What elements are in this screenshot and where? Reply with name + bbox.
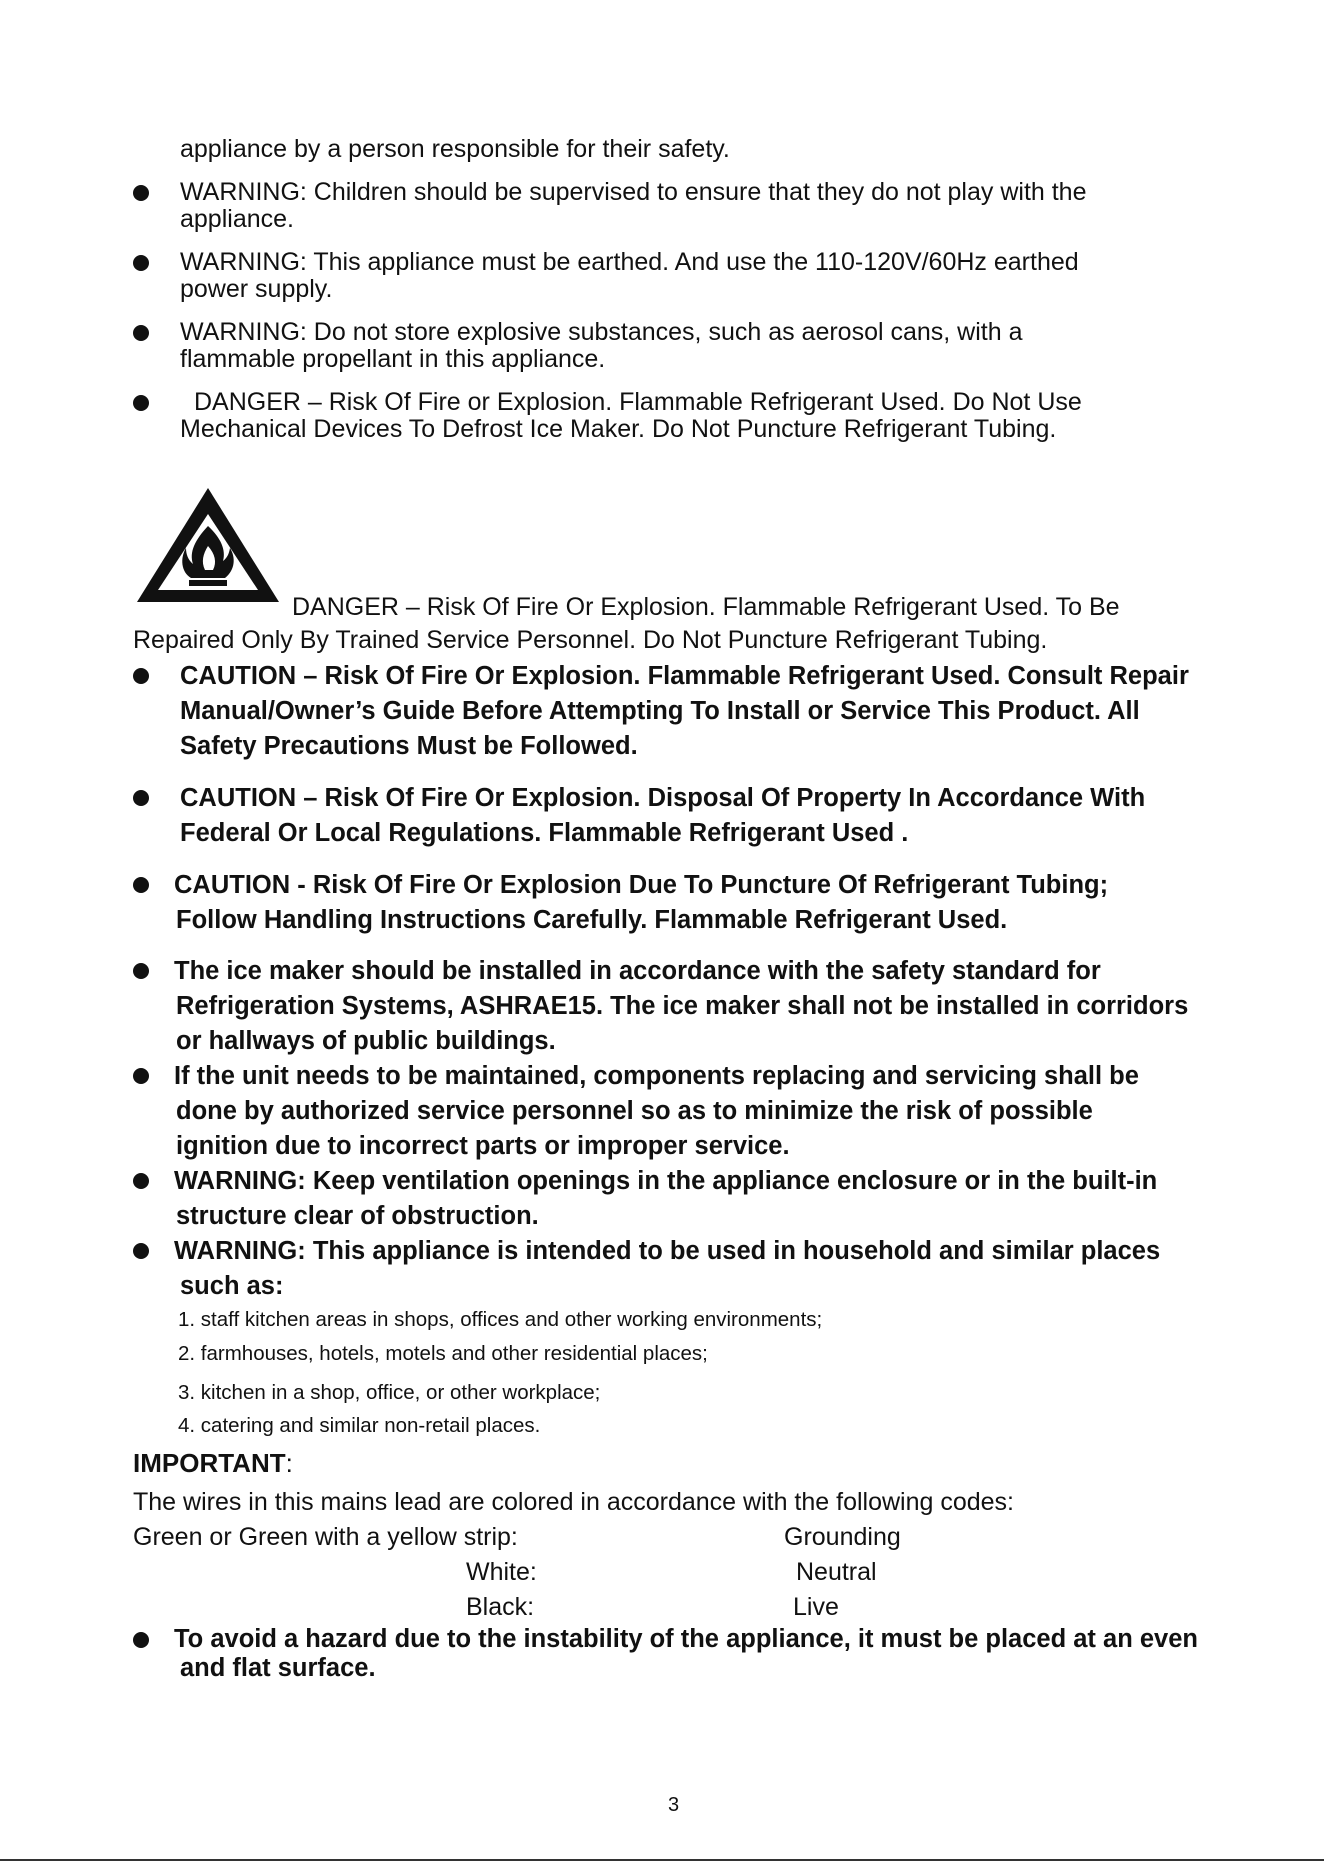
warning-earthed-line1: WARNING: This appliance must be earthed. And use the 110-120V/60Hz earthed [180,248,1079,276]
wire-meaning-black: Live [793,1593,839,1621]
warning-children-line2: appliance. [180,205,294,233]
ashrae-line2: Refrigeration Systems, ASHRAE15. The ice maker shall not be installed in corridors [176,992,1189,1020]
caution-consult-line1: CAUTION – Risk Of Fire Or Explosion. Flammable Refrigerant Used. Consult Repair [180,662,1189,690]
continued-line: appliance by a person responsible for their safety. [180,135,730,163]
ventilation-line2: structure clear of obstruction. [176,1202,539,1230]
places-item-2: 2. farmhouses, hotels, motels and other residential places; [178,1342,708,1365]
bullet-icon [133,1173,149,1189]
danger-defrost-line2: Mechanical Devices To Defrost Ice Maker. Do Not Puncture Refrigerant Tubing. [180,415,1057,443]
wire-color-green: Green or Green with a yellow strip: [133,1523,518,1551]
places-item-4: 4. catering and similar non-retail places. [178,1414,541,1437]
bullet-icon [133,1068,149,1084]
bullet-icon [133,1243,149,1259]
bullet-icon [133,255,149,271]
page-number: 3 [668,1794,680,1816]
flame-danger-line2: Repaired Only By Trained Service Personnel. Do Not Puncture Refrigerant Tubing. [133,626,1048,654]
flame-danger-line1: DANGER – Risk Of Fire Or Explosion. Flammable Refrigerant Used. To Be [292,593,1120,621]
warning-children-line1: WARNING: Children should be supervised to ensure that they do not play with the [180,178,1087,206]
maintain-line3: ignition due to incorrect parts or improper service. [176,1132,790,1160]
bullet-icon [133,395,149,411]
caution-consult-line3: Safety Precautions Must be Followed. [180,732,638,760]
bullet-icon [133,668,149,684]
warning-explosive-line2: flammable propellant in this appliance. [180,345,606,373]
household-line2: such as: [180,1272,284,1300]
bullet-icon [133,790,149,806]
caution-disposal-line1: CAUTION – Risk Of Fire Or Explosion. Disposal Of Property In Accordance With [180,784,1146,812]
important-colon: : [285,1448,293,1478]
bullet-icon [133,1632,149,1648]
caution-puncture-line1: CAUTION - Risk Of Fire Or Explosion Due To Puncture Of Refrigerant Tubing; [174,871,1109,899]
caution-consult-line2: Manual/Owner’s Guide Before Attempting To Install or Service This Product. All [180,697,1140,725]
caution-disposal-line2: Federal Or Local Regulations. Flammable Refrigerant Used . [180,819,909,847]
wire-meaning-white: Neutral [796,1558,877,1586]
bullet-icon [133,185,149,201]
wire-color-black: Black: [466,1593,535,1621]
caution-puncture-line2: Follow Handling Instructions Carefully. Flammable Refrigerant Used. [176,906,1008,934]
ventilation-line1: WARNING: Keep ventilation openings in the appliance enclosure or in the built-in [174,1167,1158,1195]
household-line1: WARNING: This appliance is intended to be used in household and similar places [174,1237,1161,1265]
danger-defrost-line1: DANGER – Risk Of Fire or Explosion. Flammable Refrigerant Used. Do Not Use [194,388,1082,416]
ashrae-line1: The ice maker should be installed in accordance with the safety standard for [174,957,1101,985]
wire-codes-intro: The wires in this mains lead are colored in accordance with the following codes: [133,1488,1015,1516]
places-item-3: 3. kitchen in a shop, office, or other workplace; [178,1381,601,1404]
bottom-edge-divider [0,1859,1324,1861]
wire-meaning-green: Grounding [784,1523,901,1551]
bullet-icon [133,963,149,979]
bullet-icon [133,325,149,341]
ashrae-line3: or hallways of public buildings. [176,1027,556,1055]
maintain-line2: done by authorized service personnel so as to minimize the risk of possible [176,1097,1093,1125]
maintain-line1: If the unit needs to be maintained, components replacing and servicing shall be [174,1062,1139,1090]
stability-line2: and flat surface. [180,1654,376,1682]
bullet-icon [133,877,149,893]
stability-line1: To avoid a hazard due to the instability of the appliance, it must be placed at an even [174,1625,1198,1653]
wire-color-white: White: [466,1558,537,1586]
warning-earthed-line2: power supply. [180,275,333,303]
flammable-warning-icon [133,484,283,606]
places-item-1: 1. staff kitchen areas in shops, offices and other working environments; [178,1308,823,1331]
warning-explosive-line1: WARNING: Do not store explosive substances, such as aerosol cans, with a [180,318,1023,346]
important-heading [133,1448,293,1478]
important-label: IMPORTANT [133,1448,286,1478]
